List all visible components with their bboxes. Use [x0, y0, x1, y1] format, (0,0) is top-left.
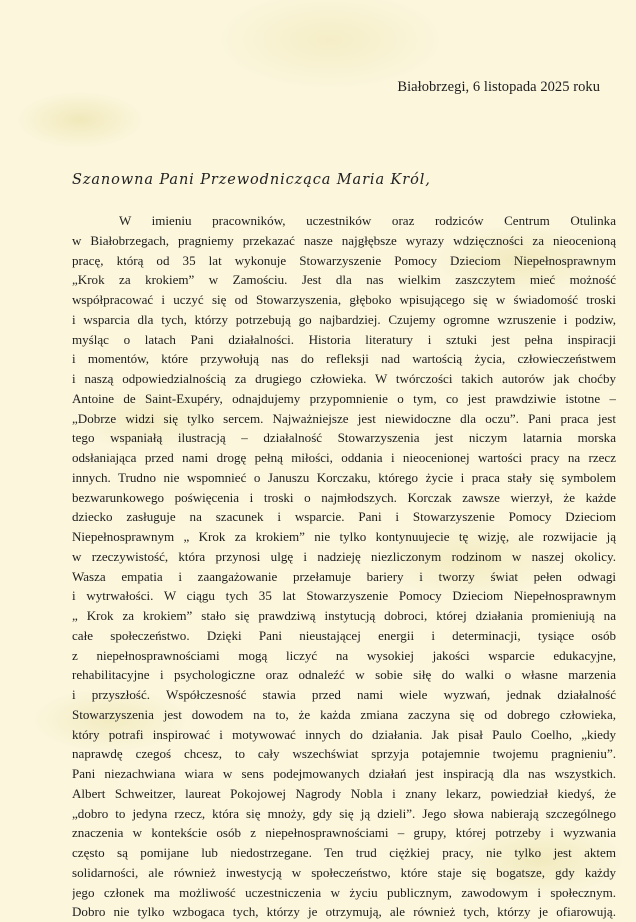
body-line: solidarności, ale również inwestycją w społeczeństwo, które staje się bogatsze, gdy każdy	[72, 864, 616, 880]
body-line: i przyszłość. Współczesność stawia przed nami wiele wyzwań, jednak działalność	[72, 687, 616, 702]
body-line: Wasza empatia i zaangażowanie przełamuje bariery i tworzy świat pełen odwagi	[72, 568, 616, 584]
body-line: W imieniu pracowników, uczestników oraz rodziców Centrum Otulinka	[119, 213, 616, 228]
body-line: „Dobrze widzi się tylko sercem. Najważniejsze jest niewidoczne dla oczu”. Pani praca jest	[72, 410, 616, 426]
body-line: znaczenia w kontekście osób z niepełnosprawnościami – grupy, której potrzeby i wyzwania	[72, 825, 616, 841]
body-line: i wytrwałości. W ciągu tych 35 lat Stowarzyszenie Pomocy Dzieciom Niepełnosprawnym	[72, 588, 616, 604]
body-line: i naszą odpowiedzialnością za drugiego człowieka. W twórczości takich autorów jak choćby	[72, 371, 616, 386]
body-line: Albert Schweitzer, laureat Pokojowej Nagrody Nobla i znany lekarz, powiedział kiedyś, że	[72, 785, 616, 801]
body-line: który potrafi inspirować i motywować innych do działania. Jak pisał Paulo Coelho, „kiedy	[72, 726, 616, 742]
body-line: i wsparcia dla tych, którzy potrzebują go najbardziej. Czujemy ogromne wzruszenie i podziw,	[72, 311, 616, 327]
body-line: Antoine de Saint-Exupéry, odnajdujemy przypomnienie o tym, co jest prawdziwie istotne –	[72, 390, 616, 406]
body-line: „ Krok za krokiem” stało się prawdziwą instytucją dobroci, której działania promieniują na	[72, 608, 616, 623]
body-line: „dobro to jedyna rzecz, która się mnoży, gdy się ją dzieli”. Jego słowa nabierają szczególnego	[72, 805, 616, 821]
place-and-date: Białobrzegi, 6 listopada 2025 roku	[397, 79, 600, 95]
body-line: Dobro nie tylko wzbogaca tych, którzy je otrzymują, ale również tych, którzy je ofiarowują.	[72, 904, 616, 920]
body-line: często są pomijane lub niedostrzegane. Ten trud ciężkiej pracy, nie tylko jest aktem	[72, 845, 616, 860]
body-line: w Białobrzegach, pragniemy przekazać nasze najgłębsze wyrazy wdzięczności za nieocenioną	[72, 232, 616, 248]
body-line: bezwarunkowego poświęcenia i troski o najmłodszych. Korczak zawsze wierzył, że każde	[72, 489, 616, 505]
body-line: jego członek ma możliwość uczestniczenia w życiu publicznym, zawodowym i społecznym.	[72, 884, 616, 900]
body-line: tego wspaniałą ilustracją – działalność Stowarzyszenia jest niczym latarnia morska	[72, 430, 616, 446]
body-line: innych. Trudno nie wspomnieć o Januszu Korczaku, którego życie i praca stały się symbolem	[72, 469, 616, 485]
body-line: Pani niezachwiana wiara w sens podejmowanych działań jest inspiracją dla nas wszystkich.	[72, 766, 616, 781]
body-line: pracę, którą od 35 lat wykonuje Stowarzyszenie Pomocy Dzieciom Niepełnosprawnym	[72, 252, 616, 268]
body-line: odsłaniająca przed nami drogę pełną miłości, oddania i nieocenionej wartości pracy na rzecz	[72, 450, 616, 465]
body-line: myśląc o latach Pani działalności. Historia literatury i sztuki jest pełna inspiracji	[72, 331, 616, 347]
body-line: w rzeczywistość, która przynosi ulgę i nadzieję niezliczonym rodzinom w naszej okolicy.	[72, 548, 616, 564]
body-line: dziecko zasługuje na szacunek i wsparcie. Pani i Stowarzyszenie Pomocy Dzieciom	[72, 509, 616, 525]
body-line: z niepełnosprawnościami mogą liczyć na wysokiej jakości wsparcie edukacyjne,	[72, 647, 616, 663]
letter-body	[72, 211, 616, 922]
body-line: Stowarzyszenia jest dowodem na to, że każda zmiana zaczyna się od dobrego człowieka,	[72, 706, 616, 722]
body-line: „Krok za krokiem” w Zamościu. Jest dla nas wielkim zaszczytem mieć możność	[72, 272, 616, 288]
body-line: i momentów, które przywołują nas do refleksji nad wartością życia, człowieczeństwem	[72, 351, 616, 367]
body-line: Niepełnosprawnym „ Krok za krokiem” nie tylko kontynuujecie tę wizję, ale rozwijacie ją	[72, 529, 616, 544]
body-line: współpracować i uczyć się od Stowarzyszenia, głęboko wpisującego się w świadomość troski	[72, 292, 616, 307]
body-line: rehabilitacyjne i psychologiczne oraz odnaleźć w sobie siłę do walki o własne marzenia	[72, 667, 616, 683]
body-line: całe społeczeństwo. Dzięki Pani nieustającej energii i determinacji, tysiące osób	[72, 627, 616, 643]
salutation: Szanowna Pani Przewodnicząca Maria Król,	[72, 172, 431, 188]
body-line: naprawdę czegoś chcesz, to cały wszechświat sprzyja potajemnie twojemu pragnieniu”.	[72, 746, 616, 762]
